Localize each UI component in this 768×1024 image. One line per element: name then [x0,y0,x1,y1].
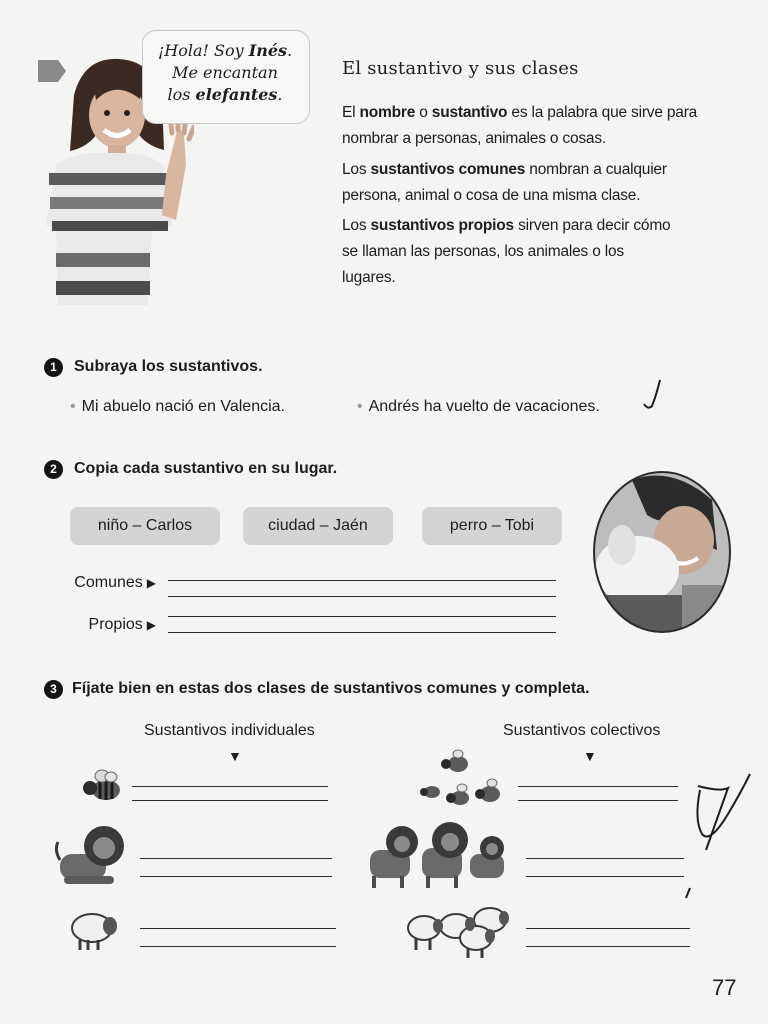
down-arrow-icon: ▼ [583,748,597,764]
sentence-2[interactable]: • Andrés ha vuelto de vacaciones. [357,398,600,415]
exercise-3-title: Fíjate bien en estas dos clases de sustantivos comunes y completa. [72,680,590,697]
word-chip-perro-tobi: perro – Tobi [422,507,562,545]
answer-line-individual-lion-1[interactable] [140,858,332,859]
exercise-number-2: 2 [44,460,63,479]
down-arrow-icon: ▼ [228,748,242,764]
bee-icon [80,768,124,809]
answer-line-collective-bee-1[interactable] [518,786,678,787]
section-title: El sustantivo y sus clases [342,58,579,79]
row-label-propios: Propios ▶ [88,616,156,633]
word-chip-ciudad-jaen: ciudad – Jaén [243,507,393,545]
answer-line-individual-lion-2[interactable] [140,876,332,877]
answer-line-collective-lion-2[interactable] [526,876,684,877]
answer-line-collective-sheep-1[interactable] [526,928,690,929]
sentence-1[interactable]: • Mi abuelo nació en Valencia. [70,398,285,415]
answer-line-individual-sheep-2[interactable] [140,946,336,947]
page-number: 77 [712,975,737,1000]
exercise-2-title: Copia cada sustantivo en su lugar. [74,460,338,477]
exercise-1-title: Subraya los sustantivos. [74,358,263,375]
boy-with-dog-photo [592,470,732,635]
answer-line-comunes-2[interactable] [168,596,556,597]
speech-bubble-text: ¡Hola! Soy Inés. Me encantan los elefantes. [157,41,293,104]
sheep-icon [68,906,120,957]
answer-line-propios-1[interactable] [168,616,556,617]
word-chip-nino-carlos: niño – Carlos [70,507,220,545]
answer-line-propios-2[interactable] [168,632,556,633]
row-label-comunes: Comunes ▶ [74,574,156,591]
answer-line-comunes-1[interactable] [168,580,556,581]
exercise-number-1: 1 [44,358,63,377]
bee-swarm-icon [418,748,510,815]
sheep-flock-icon [404,902,516,965]
lion-pride-icon [366,820,510,895]
answer-line-collective-lion-1[interactable] [526,858,684,859]
lion-icon [54,820,128,895]
definition-paragraph: El nombre o sustantivo es la palabra que sirve para nombrar a personas, animales o cosas. [342,104,698,147]
exercise-number-3: 3 [44,680,63,699]
column-label-individuales: Sustantivos individuales [144,722,315,739]
checkmark-icon [640,378,664,419]
proper-nouns-paragraph: Los sustantivos propios sirven para decir cómo se llaman las personas, los animales o los lugares. [342,217,671,286]
teacher-check-mark [680,770,760,905]
answer-line-collective-sheep-2[interactable] [526,946,690,947]
column-label-colectivos: Sustantivos colectivos [503,722,661,739]
answer-line-individual-bee-2[interactable] [132,800,328,801]
common-nouns-paragraph: Los sustantivos comunes nombran a cualquier persona, animal o cosa de una misma clase. [342,161,667,204]
answer-line-collective-bee-2[interactable] [518,800,678,801]
answer-line-individual-bee-1[interactable] [132,786,328,787]
answer-line-individual-sheep-1[interactable] [140,928,336,929]
speaker-name: Inés [248,41,288,60]
